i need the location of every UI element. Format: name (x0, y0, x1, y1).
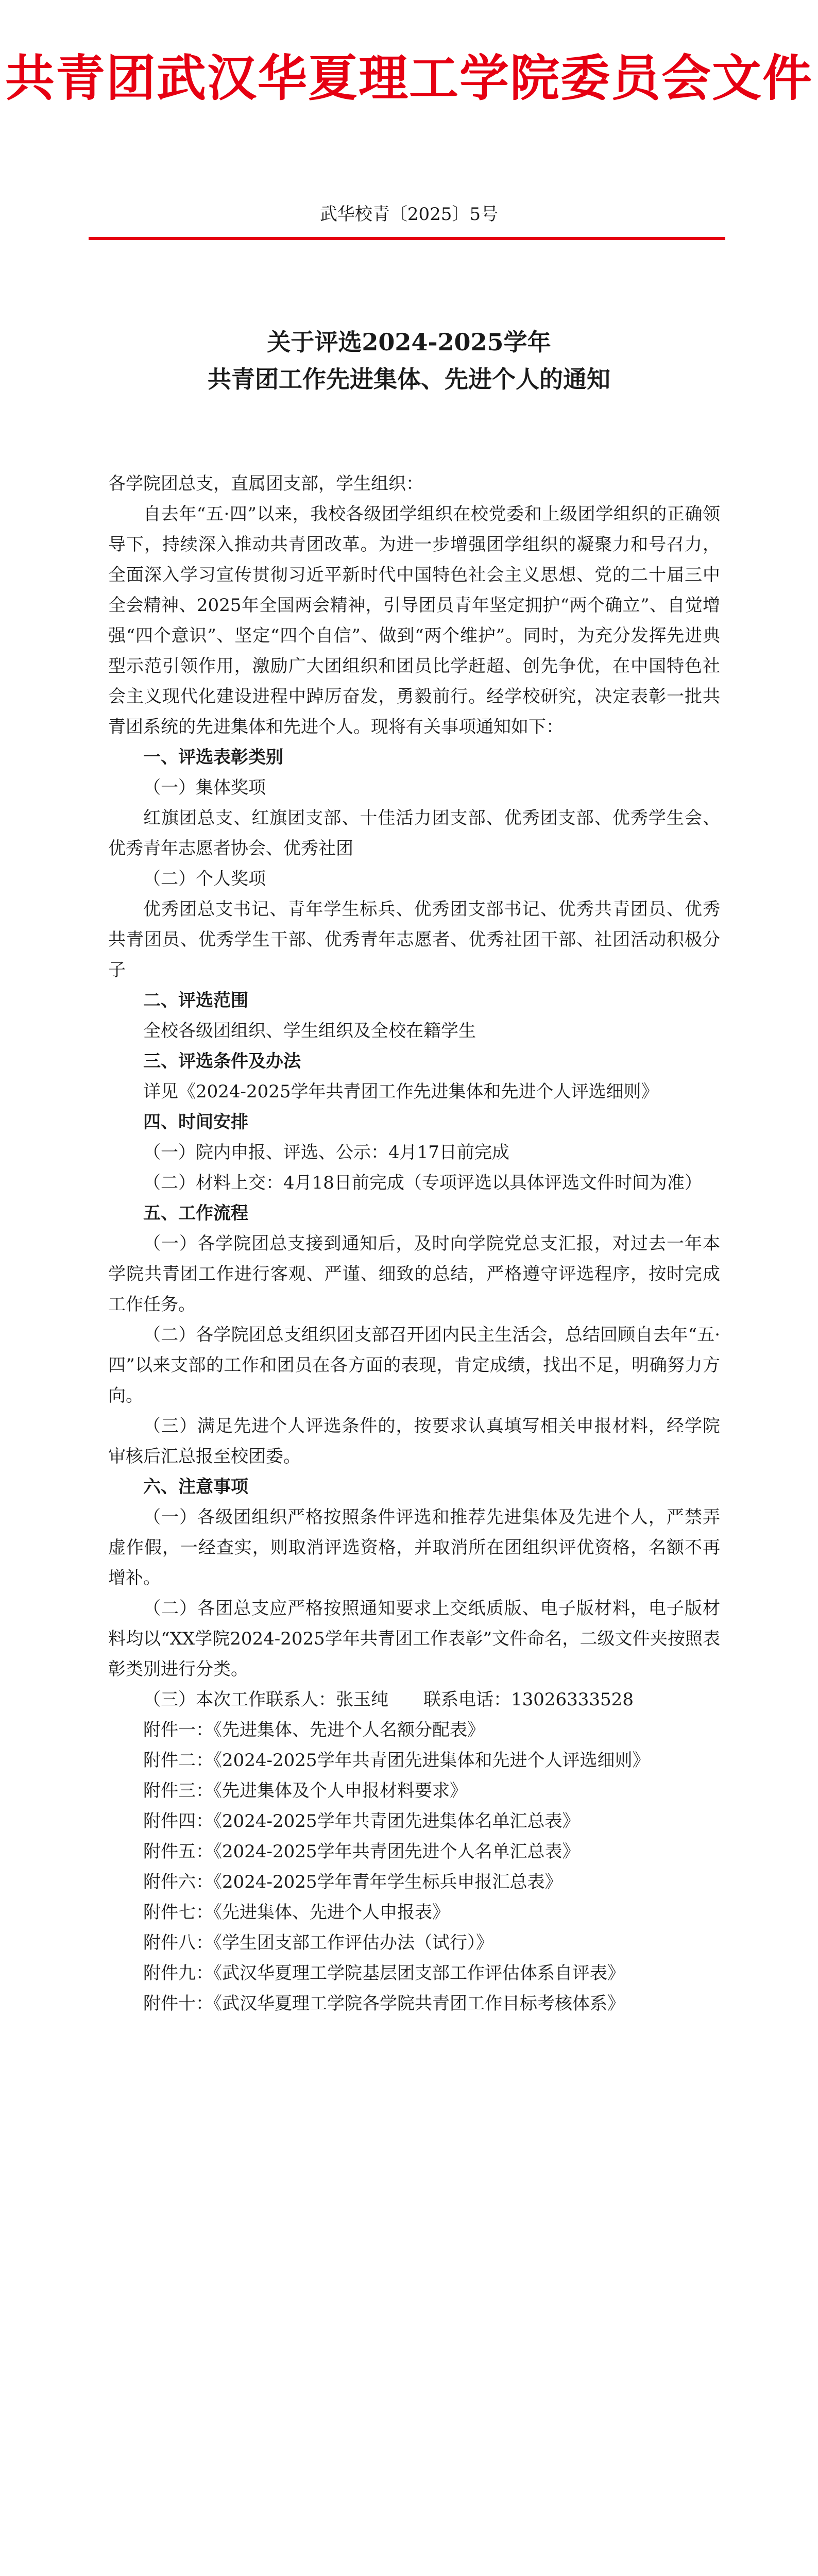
doc-number: 武华校青〔2025〕5号 (319, 204, 499, 225)
notice-title-line2: 共青团工作先进集体、先进个人的通知 (208, 365, 610, 393)
notes-item-1: （一）各级团组织严格按照条件评选和推荐先进集体及先进个人，严禁弄虚作假，一经查实，则取消评选资格，并取消所在团组织评优资格，名额不再增补。 (108, 1507, 720, 1588)
collective-awards-text: 红旗团总支、红旗团支部、十佳活力团支部、优秀团支部、优秀学生会、优秀青年志愿者协会、优秀社团 (108, 808, 720, 859)
section-heading-6: 六、注意事项 (143, 1477, 248, 1497)
notes-item-2: （二）各团总支应严格按照通知要求上交纸质版、电子版材料，电子版材料均以“XX学院2024-2025学年共青团工作表彰”文件命名，二级文件夹按照表彰类别进行分类。 (108, 1598, 720, 1680)
attachment-item: 附件四：《2024-2025学年共青团先进集体名单汇总表》 (143, 1811, 580, 1832)
section-heading-3: 三、评选条件及办法 (143, 1051, 301, 1072)
schedule-item-1: （一）院内申报、评选、公示：4月17日前完成 (143, 1142, 509, 1163)
section-heading-2: 二、评选范围 (143, 990, 248, 1011)
individual-awards-text: 优秀团总支书记、青年学生标兵、优秀团支部书记、优秀共青团员、优秀共青团员、优秀学生干部、优秀青年志愿者、优秀社团干部、社团活动积极分子 (108, 899, 720, 980)
attachment-item: 附件五：《2024-2025学年共青团先进个人名单汇总表》 (143, 1841, 580, 1862)
workflow-item-1: （一）各学院团总支接到通知后，及时向学院党总支汇报，对过去一年本学院共青团工作进行客观、严谨、细致的总结，严格遵守评选程序，按时完成工作任务。 (108, 1233, 720, 1315)
section-heading-5: 五、工作流程 (143, 1203, 248, 1224)
attachment-item: 附件三：《先进集体及个人申报材料要求》 (143, 1781, 467, 1801)
attachment-item: 附件一：《先进集体、先进个人名额分配表》 (143, 1720, 485, 1740)
attachment-item: 附件八：《学生团支部工作评估办法（试行）》 (143, 1933, 493, 1953)
workflow-item-2: （二）各学院团总支组织团支部召开团内民主生活会，总结回顾自去年“五·四”以来支部的工作和团员在各方面的表现，肯定成绩，找出不足，明确努力方向。 (108, 1325, 720, 1406)
attachment-item: 附件九：《武汉华夏理工学院基层团支部工作评估体系自评表》 (143, 1963, 625, 1984)
section-heading-4: 四、时间安排 (143, 1112, 248, 1132)
red-divider (89, 237, 725, 240)
org-header-title: 共青团武汉华夏理工学院委员会文件 (5, 49, 813, 107)
section-heading-1: 一、评选表彰类别 (143, 747, 283, 768)
notice-title-line1: 关于评选2024-2025学年 (267, 328, 551, 356)
scope-text: 全校各级团组织、学生组织及全校在籍学生 (143, 1021, 476, 1041)
notice-title (0, 324, 818, 398)
notes-item-3: （三）本次工作联系人：张玉纯 联系电话：13026333528 (143, 1689, 634, 1710)
intro-paragraph: 自去年“五·四”以来，我校各级团学组织在校党委和上级团学组织的正确领导下，持续深入推动共青团改革。为进一步增强团学组织的凝聚力和号召力，全面深入学习宣传贯彻习近平新时代中国特色社会主义思想、党的二十届三中全会精神、2025年全国两会精神，引导团员青年坚定拥护“两个确立”、自觉增强“四个意识”、坚定“四个自信”、做到“两个维护”。同时，为充分发挥先进典型示范引领作用，激励广大团组织和团员比学赶超、创先争优，在中国特色社会主义现代化建设进程中踔厉奋发，勇毅前行。经学校研究，决定表彰一批共青团系统的先进集体和先进个人。现将有关事项通知如下： (108, 504, 720, 737)
attachment-item: 附件二：《2024-2025学年共青团先进集体和先进个人评选细则》 (143, 1750, 650, 1771)
schedule-item-2: （二）材料上交：4月18日前完成（专项评选以具体评选文件时间为准） (143, 1173, 702, 1193)
subheading-individual: （二）个人奖项 (143, 869, 266, 889)
salutation: 各学院团总支，直属团支部，学生组织： (108, 473, 423, 494)
attachment-item: 附件七：《先进集体、先进个人申报表》 (143, 1902, 450, 1923)
notice-body (108, 469, 720, 2019)
attachment-item: 附件六：《2024-2025学年青年学生标兵申报汇总表》 (143, 1872, 563, 1892)
subheading-collective: （一）集体奖项 (143, 777, 266, 798)
attachment-item: 附件十：《武汉华夏理工学院各学院共青团工作目标考核体系》 (143, 1993, 625, 2014)
criteria-text: 详见《2024-2025学年共青团工作先进集体和先进个人评选细则》 (143, 1081, 659, 1102)
workflow-item-3: （三）满足先进个人评选条件的，按要求认真填写相关申报材料，经学院审核后汇总报至校团委。 (108, 1416, 720, 1467)
